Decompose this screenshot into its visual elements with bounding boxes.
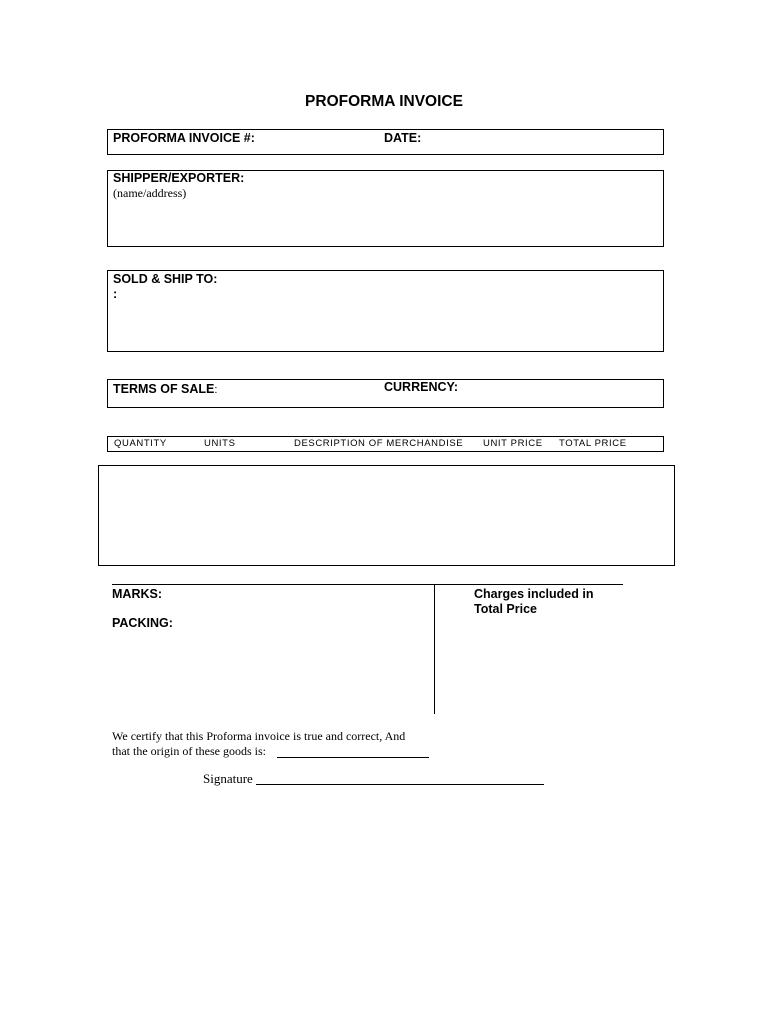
- charges-label-line1: Charges included in: [474, 587, 594, 601]
- units-column-header: UNITS: [204, 438, 236, 449]
- marks-top-rule: [112, 584, 623, 585]
- marks-divider: [434, 584, 435, 714]
- certification-line1: We certify that this Proforma invoice is true and correct, And: [112, 729, 406, 743]
- shipper-name-address-hint: (name/address): [113, 186, 187, 200]
- charges-label-line2: Total Price: [474, 602, 537, 616]
- merchandise-table-header: [107, 436, 664, 452]
- date-label: DATE:: [384, 131, 422, 145]
- terms-of-sale-colon: :: [214, 384, 218, 396]
- page-title: PROFORMA INVOICE: [305, 93, 463, 110]
- terms-of-sale-text: TERMS OF SALE: [113, 382, 215, 396]
- invoice-number-box[interactable]: [107, 129, 664, 155]
- terms-currency-box[interactable]: [107, 379, 664, 408]
- quantity-column-header: QUANTITY: [114, 438, 167, 449]
- sold-ship-to-colon: :: [113, 287, 118, 301]
- packing-label: PACKING:: [112, 616, 173, 630]
- shipper-exporter-box[interactable]: [107, 170, 664, 247]
- currency-label: CURRENCY:: [384, 380, 459, 394]
- origin-blank-line[interactable]: [277, 757, 429, 758]
- shipper-exporter-label: SHIPPER/EXPORTER:: [113, 171, 245, 185]
- marks-label: MARKS:: [112, 587, 162, 601]
- invoice-number-label: PROFORMA INVOICE #:: [113, 131, 255, 145]
- certification-line2: that the origin of these goods is:: [112, 744, 266, 758]
- sold-ship-to-label: SOLD & SHIP TO:: [113, 272, 218, 286]
- total-price-column-header: TOTAL PRICE: [559, 438, 627, 449]
- signature-line[interactable]: [256, 784, 544, 785]
- description-column-header: DESCRIPTION OF MERCHANDISE: [294, 438, 464, 449]
- signature-label: Signature: [203, 771, 253, 786]
- sold-ship-to-box[interactable]: [107, 270, 664, 352]
- merchandise-table-body[interactable]: [98, 465, 675, 566]
- unit-price-column-header: UNIT PRICE: [483, 438, 543, 449]
- terms-of-sale-label: [113, 380, 217, 398]
